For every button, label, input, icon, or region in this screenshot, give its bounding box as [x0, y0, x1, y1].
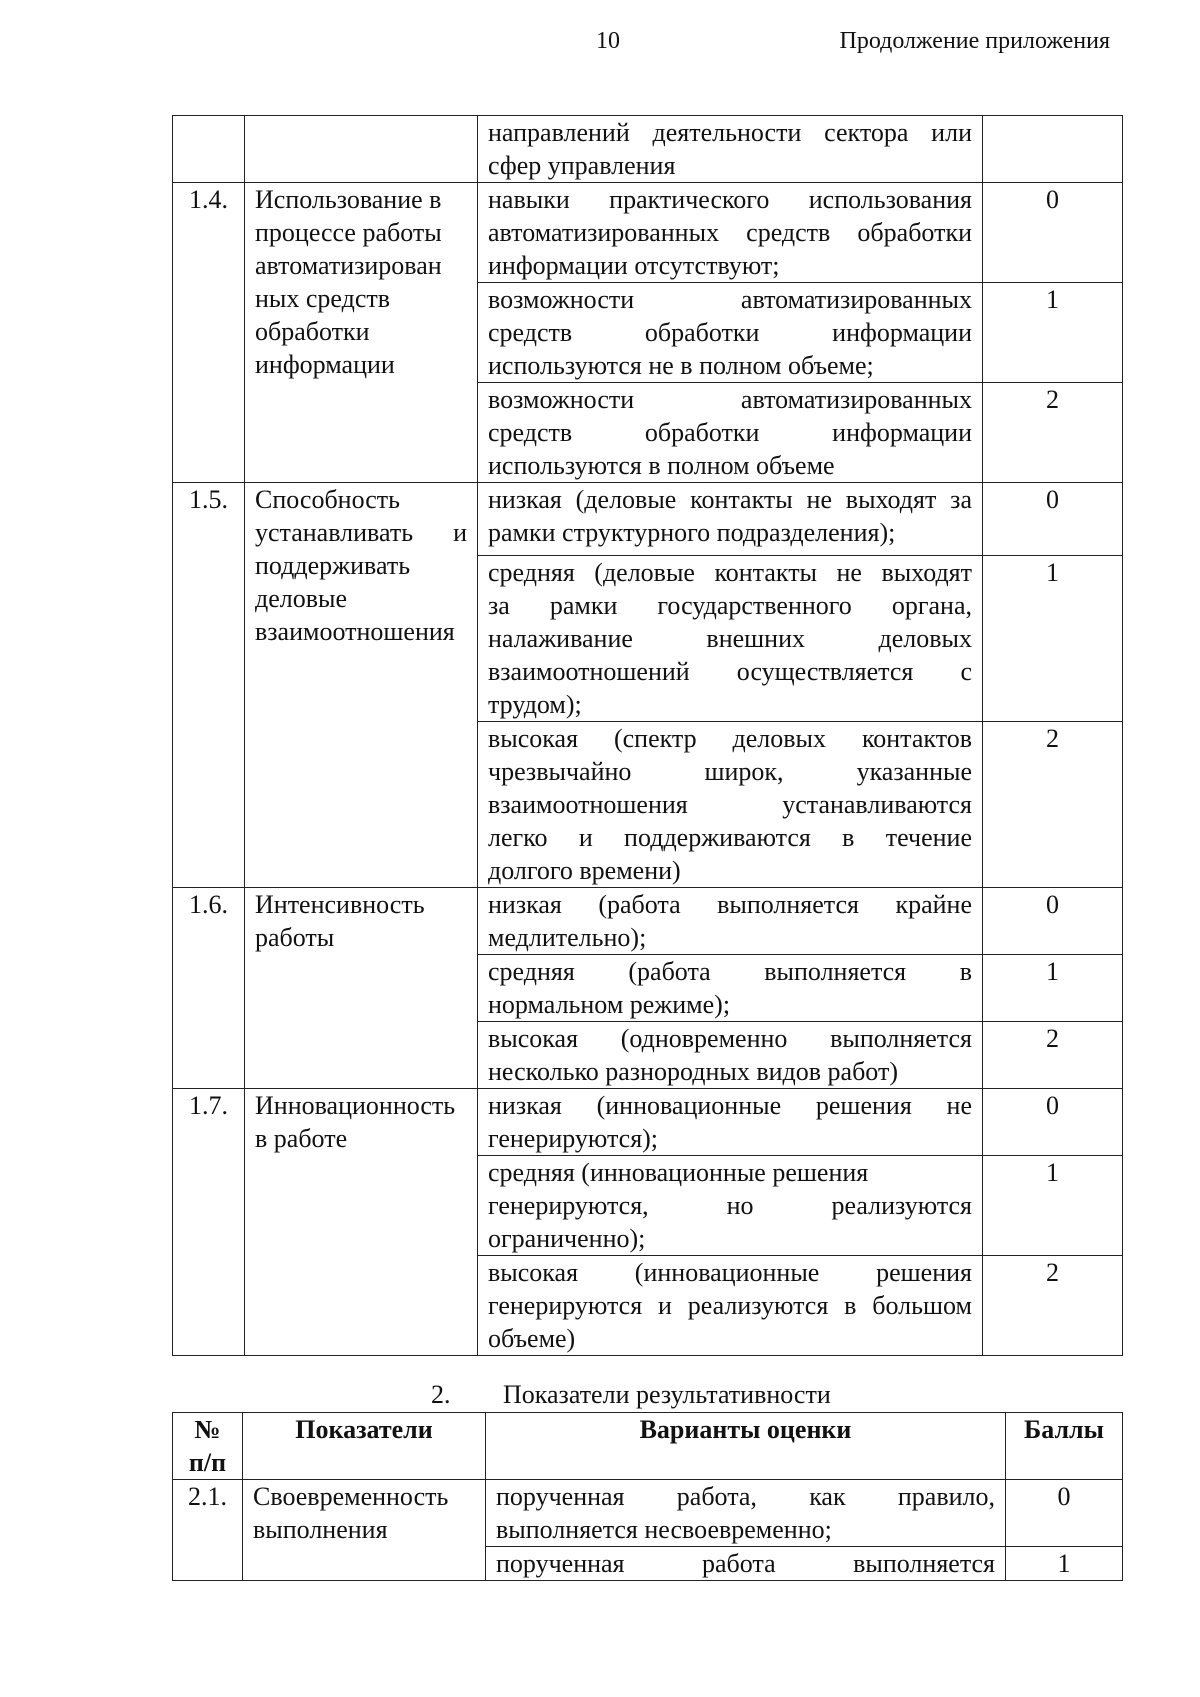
- option-text-line: трудом);: [488, 690, 582, 719]
- score-value: 0: [983, 1089, 1123, 1156]
- row-number: 2.1.: [173, 1480, 243, 1581]
- option-text-line: ограниченно);: [488, 1224, 646, 1253]
- indicator-line: обработки: [255, 317, 370, 346]
- header-indicator: Показатели: [243, 1413, 486, 1480]
- indicator-line: взаимоотношения: [255, 617, 455, 646]
- option-text-line: рамки структурного подразделения);: [488, 518, 896, 547]
- score-value: 1: [983, 283, 1123, 383]
- score-value: 1: [983, 955, 1123, 1022]
- option-cell: [478, 1156, 983, 1256]
- option-text-line: информации отсутствуют;: [488, 251, 780, 280]
- option-text-line: чрезвычайно широк, указанные: [488, 757, 972, 786]
- score-value: 2: [983, 1256, 1123, 1356]
- header-score: Баллы: [1006, 1413, 1123, 1480]
- indicator-line: выполнения: [253, 1515, 388, 1544]
- option-text-line: высокая (спектр деловых контактов: [488, 724, 972, 753]
- indicator-line: автоматизирован: [255, 251, 442, 280]
- option-text-line: медлительно);: [488, 923, 647, 952]
- option-cell: [486, 1480, 1006, 1547]
- option-cell: [478, 483, 983, 556]
- indicator-line: Использование в: [255, 185, 442, 214]
- option-text-line: средств обработки информации: [488, 318, 972, 347]
- criteria-table-2: [172, 1412, 1123, 1581]
- header-options: Варианты оценки: [486, 1413, 1006, 1480]
- score-value: 2: [983, 722, 1123, 888]
- option-cell: [478, 283, 983, 383]
- option-text-line: взаимоотношений осуществляется с: [488, 657, 972, 686]
- indicator-line: Интенсивность: [255, 890, 425, 919]
- running-header: Продолжение приложения: [839, 28, 1110, 54]
- option-text-line: порученная работа выполняется: [496, 1549, 995, 1578]
- row-number: 1.7.: [173, 1089, 245, 1356]
- option-text-line: средняя (деловые контакты не выходят: [488, 558, 972, 587]
- option-cell: [478, 955, 983, 1022]
- option-text-line: нормальном режиме);: [488, 990, 731, 1019]
- score-value: 1: [983, 556, 1123, 722]
- option-text-line: взаимоотношения устанавливаются: [488, 790, 972, 819]
- criteria-table-1: [172, 115, 1123, 1356]
- header-num-line: п/п: [188, 1448, 227, 1477]
- section-heading: [431, 1380, 831, 1410]
- header-num: [173, 1413, 243, 1480]
- option-text-line: несколько разнородных видов работ): [488, 1057, 898, 1086]
- indicator-name: [245, 1089, 478, 1356]
- option-text-line: средств обработки информации: [488, 418, 972, 447]
- score-value: 0: [983, 888, 1123, 955]
- option-text-line: возможности автоматизированных: [488, 385, 972, 414]
- row-number: 1.5.: [173, 483, 245, 888]
- option-text-line: налаживание внешних деловых: [488, 624, 972, 653]
- score-value: 1: [1006, 1547, 1123, 1581]
- indicator-name: [243, 1480, 486, 1581]
- row-number: 1.6.: [173, 888, 245, 1089]
- table-header-row: [173, 1413, 1123, 1480]
- option-text-line: высокая (одновременно выполняется: [488, 1024, 972, 1053]
- option-text-line: используются в полном объеме: [488, 451, 835, 480]
- score-cell: [983, 116, 1123, 183]
- table-row-2-1: [173, 1480, 1123, 1547]
- score-value: 2: [983, 383, 1123, 483]
- option-text-line: легко и поддерживаются в течение: [488, 823, 972, 852]
- option-text-line: средняя (работа выполняется в: [488, 957, 972, 986]
- option-text-line: низкая (работа выполняется крайне: [488, 890, 972, 919]
- option-cell: [478, 556, 983, 722]
- option-cell: [478, 1256, 983, 1356]
- option-text-line: высокая (инновационные решения: [488, 1258, 972, 1287]
- indicator-line: работы: [255, 923, 335, 952]
- option-text-line: низкая (инновационные решения не: [488, 1091, 972, 1120]
- indicator-line: устанавливать и: [255, 518, 467, 547]
- table-row-1-5: [173, 483, 1123, 556]
- option-text-line: сфер управления: [488, 151, 676, 180]
- indicator-line: Инновационность: [255, 1091, 456, 1120]
- option-cell: [478, 116, 983, 183]
- row-number: 1.4.: [173, 183, 245, 483]
- option-cell: [478, 888, 983, 955]
- indicator-name: [245, 483, 478, 888]
- option-text-line: долгого времени): [488, 856, 681, 885]
- option-text-line: используются не в полном объеме;: [488, 351, 874, 380]
- option-text-line: генерируются, но реализуются: [488, 1191, 972, 1220]
- indicator-line: ных средств: [255, 284, 391, 313]
- section-number: 2.: [431, 1380, 451, 1409]
- table-row-continuation: [173, 116, 1123, 183]
- option-text-line: выполняется несвоевременно;: [496, 1515, 832, 1544]
- option-text-line: порученная работа, как правило,: [496, 1482, 995, 1511]
- indicator-name: [245, 183, 478, 483]
- indicator-cell: [245, 116, 478, 183]
- option-text-line: генерируются);: [488, 1124, 659, 1153]
- table-row-1-6: [173, 888, 1123, 955]
- option-cell: [478, 722, 983, 888]
- option-text-line: генерируются и реализуются в большом: [488, 1291, 972, 1320]
- indicator-line: процессе работы: [255, 218, 442, 247]
- indicator-line: поддерживать: [255, 551, 411, 580]
- score-value: 0: [983, 183, 1123, 283]
- score-value: 0: [983, 483, 1123, 556]
- table-row-1-4: [173, 183, 1123, 283]
- option-cell: [478, 1089, 983, 1156]
- option-cell: [478, 183, 983, 283]
- page-number: 10: [596, 28, 620, 54]
- option-text-line: автоматизированных средств обработки: [488, 218, 972, 247]
- indicator-line: в работе: [255, 1124, 348, 1153]
- option-text-line: средняя (инновационные решения: [488, 1158, 869, 1187]
- option-cell: [478, 383, 983, 483]
- num-cell: [173, 116, 245, 183]
- header-num-line: №: [194, 1415, 221, 1444]
- option-text-line: направлений деятельности сектора или: [488, 118, 972, 147]
- indicator-name: [245, 888, 478, 1089]
- option-cell: [486, 1547, 1006, 1581]
- option-cell: [478, 1022, 983, 1089]
- option-text-line: возможности автоматизированных: [488, 285, 972, 314]
- score-value: 0: [1006, 1480, 1123, 1547]
- option-text-line: объеме): [488, 1324, 576, 1353]
- score-value: 2: [983, 1022, 1123, 1089]
- score-value: 1: [983, 1156, 1123, 1256]
- option-text-line: низкая (деловые контакты не выходят за: [488, 485, 972, 514]
- indicator-line: Способность: [255, 485, 400, 514]
- indicator-line: Своевременность: [253, 1482, 449, 1511]
- section-title: Показатели результативности: [503, 1380, 831, 1409]
- indicator-line: информации: [255, 350, 395, 379]
- option-text-line: за рамки государственного органа,: [488, 591, 972, 620]
- option-text-line: навыки практического использования: [488, 185, 972, 214]
- indicator-line: деловые: [255, 584, 348, 613]
- table-row-1-7: [173, 1089, 1123, 1156]
